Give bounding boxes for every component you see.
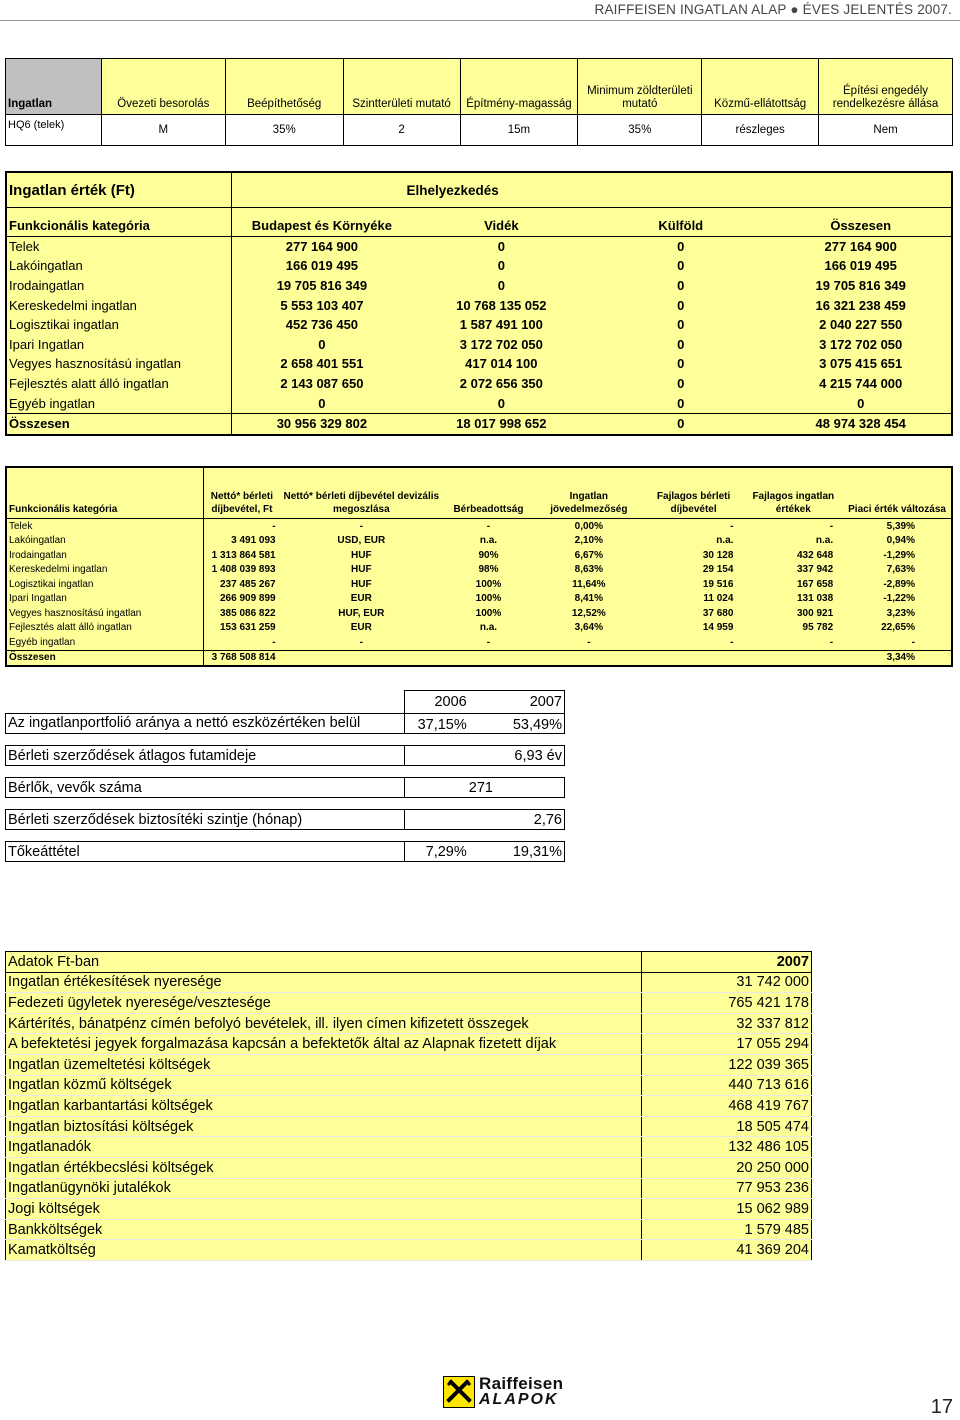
value-cell: 1 587 491 100 <box>459 317 543 333</box>
value-cell: 3,34% <box>843 650 952 666</box>
ratio-table <box>5 690 565 862</box>
category-label: Irodaingatlan <box>6 548 204 563</box>
table-row <box>6 621 952 636</box>
value-cell: 19 516 <box>702 578 734 590</box>
value-cell: 3,64% <box>574 622 603 634</box>
value-cell: - <box>730 636 734 648</box>
value-cell: 30 128 <box>702 549 734 561</box>
ratio-2007: 6,93 év <box>469 746 565 766</box>
value-cell: 5,39% <box>886 520 915 532</box>
item-value: 15 062 989 <box>641 1199 812 1220</box>
col-header: Minimum zöldterületi mutató <box>578 59 702 115</box>
value-cell: 90% <box>478 549 499 561</box>
raiffeisen-logo <box>443 1376 565 1410</box>
value-cell: 29 154 <box>702 564 734 576</box>
spacer-row <box>6 830 565 842</box>
value-cell: 12,52% <box>571 607 606 619</box>
ratio-label: Bérleti szerződések átlagos futamideje <box>6 746 405 766</box>
value-cell: 3 172 702 050 <box>819 336 903 352</box>
table-row <box>6 548 952 563</box>
value-cell: 2 658 401 551 <box>280 356 364 372</box>
table-row <box>6 1137 812 1158</box>
item-label: Ingatlan értékbecslési költségek <box>6 1157 642 1178</box>
category-label: Egyéb ingatlan <box>6 635 204 650</box>
value-cell: - <box>587 636 591 648</box>
table-row <box>6 1054 812 1075</box>
value-cell: 30 956 329 802 <box>232 413 412 434</box>
value-cell: 237 485 267 <box>219 578 276 590</box>
table-row <box>6 315 952 335</box>
value-cell: 5 553 103 407 <box>280 297 364 313</box>
ratio-2006 <box>405 778 469 798</box>
category-label: Kereskedelmi ingatlan <box>6 563 204 578</box>
location-label: Elhelyezkedés <box>232 172 952 208</box>
table-row <box>6 1096 812 1117</box>
value-cell: 0 <box>677 395 685 411</box>
col-header: Külföld <box>591 216 770 236</box>
value-cell: 3 075 415 651 <box>819 356 903 372</box>
col-header: Funkcionális kategória <box>6 216 232 236</box>
item-label: Ingatlan biztosítási költségek <box>6 1116 642 1137</box>
value-cell: 417 014 100 <box>465 356 538 372</box>
value-cell: n.a. <box>479 535 498 547</box>
value-cell: EUR <box>350 593 372 605</box>
cell: 35% <box>225 115 343 146</box>
value-cell: HUF <box>351 564 372 576</box>
table-row <box>6 1219 812 1240</box>
col-header: Bérbeadottság <box>443 467 534 519</box>
table-row <box>6 295 952 315</box>
value-cell: 385 086 822 <box>219 607 276 619</box>
value-cell: - <box>486 636 491 648</box>
cell: M <box>101 115 225 146</box>
value-cell: 95 782 <box>802 622 834 634</box>
ratio-label: Bérleti szerződések biztosítéki szintje (hónap) <box>6 810 405 830</box>
table-row <box>6 1116 812 1137</box>
col-header: Nettó* bérleti díjbevétel, Ft <box>204 467 280 519</box>
value-cell: 2 072 656 350 <box>459 376 543 392</box>
value-cell: 100% <box>475 593 502 605</box>
ratio-row <box>6 842 565 862</box>
value-cell: HUF, EUR <box>338 607 385 619</box>
cell: 35% <box>578 115 702 146</box>
value-cell: 0 <box>857 395 865 411</box>
value-cell: -1,22% <box>883 593 915 605</box>
table-row <box>6 972 812 993</box>
item-value: 440 713 616 <box>641 1075 812 1096</box>
value-cell <box>280 650 443 666</box>
table-row <box>6 1157 812 1178</box>
spacer-row <box>6 766 565 778</box>
table-row <box>6 635 952 650</box>
item-value: 18 505 474 <box>641 1116 812 1137</box>
value-cell: 22,65% <box>881 622 915 634</box>
value-cell: 0 <box>318 336 326 352</box>
value-cell: - <box>829 636 834 648</box>
value-cell: - <box>911 636 915 648</box>
value-cell: 0 <box>677 336 685 352</box>
category-label: Lakóingatlan <box>6 256 232 276</box>
item-value: 122 039 365 <box>641 1054 812 1075</box>
value-cell: 7,63% <box>886 564 915 576</box>
ratio-row <box>6 810 565 830</box>
table-row <box>6 1034 812 1055</box>
col-header: Ingatlan jövedelmezőség <box>534 467 644 519</box>
table-row <box>6 592 952 607</box>
value-cell: - <box>272 520 276 532</box>
ratio-label: Az ingatlanportfolió aránya a nettó eszközértéken belül <box>6 714 405 734</box>
header-rule <box>0 20 960 21</box>
value-cell: EUR <box>350 622 372 634</box>
col-header: Adatok Ft-ban <box>6 952 642 973</box>
value-cell: 98% <box>478 564 499 576</box>
col-header: Nettó* bérleti díjbevétel devizális megoszlása <box>280 467 443 519</box>
value-cell: 48 974 328 454 <box>770 413 952 434</box>
value-cell: 266 909 899 <box>219 593 276 605</box>
value-cell: 0,94% <box>886 535 915 547</box>
category-label: Kereskedelmi ingatlan <box>6 295 232 315</box>
table-row <box>6 1013 812 1034</box>
table-row <box>6 374 952 394</box>
value-cell: 452 736 450 <box>285 317 359 333</box>
value-cell: USD, EUR <box>337 535 386 547</box>
table-row <box>6 115 953 146</box>
value-cell: 0 <box>677 356 685 372</box>
value-cell: 0 <box>677 278 685 294</box>
category-label: Lakóingatlan <box>6 534 204 549</box>
category-label: Ipari Ingatlan <box>6 592 204 607</box>
col-header: Összesen <box>770 216 952 236</box>
item-label: Ingatlanadók <box>6 1137 642 1158</box>
category-label: Logisztikai ingatlan <box>6 577 204 592</box>
item-value: 468 419 767 <box>641 1096 812 1117</box>
item-value: 20 250 000 <box>641 1157 812 1178</box>
value-cell: 337 942 <box>796 564 834 576</box>
value-cell: 3 768 508 814 <box>204 650 280 666</box>
item-label: Kártérítés, bánatpénz címén befolyó bevételek, ill. ilyen címen kifizetett összegek <box>6 1013 642 1034</box>
value-cell <box>443 650 534 666</box>
value-cell: 11,64% <box>572 578 606 590</box>
table-row <box>6 1199 812 1220</box>
ratio-2006: 37,15% <box>405 714 469 734</box>
cost-table <box>5 951 812 1261</box>
value-cell: 2 040 227 550 <box>819 317 903 333</box>
table-row <box>6 393 952 413</box>
value-cell: 100% <box>475 607 502 619</box>
table-row <box>6 354 952 374</box>
table-row <box>6 413 952 434</box>
category-label: Ipari Ingatlan <box>6 335 232 355</box>
category-label: Telek <box>6 236 232 256</box>
table-header-row <box>6 467 952 519</box>
value-cell: 1 313 864 581 <box>211 549 276 561</box>
col-header: Vidék <box>412 216 592 236</box>
value-cell: - <box>272 636 276 648</box>
value-cell: 2 143 087 650 <box>280 376 364 392</box>
item-value: 1 579 485 <box>641 1219 812 1240</box>
report-title: RAIFFEISEN INGATLAN ALAP ● ÉVES JELENTÉS 2007. <box>594 2 952 17</box>
category-label: Irodaingatlan <box>6 276 232 296</box>
value-cell: 0 <box>677 317 685 333</box>
table-row <box>6 256 952 276</box>
ratio-2007: 53,49% <box>469 714 565 734</box>
year-2007: 2007 <box>469 691 565 714</box>
value-cell <box>743 650 843 666</box>
item-label: Jogi költségek <box>6 1199 642 1220</box>
item-label: Ingatlan értékesítések nyeresége <box>6 972 642 993</box>
title-row <box>6 172 952 208</box>
col-header: Építmény-magasság <box>460 59 578 115</box>
property-value-table <box>5 171 953 436</box>
item-label: Fedezeti ügyletek nyeresége/vesztesége <box>6 993 642 1014</box>
item-value: 31 742 000 <box>641 972 812 993</box>
value-cell: 8,41% <box>574 593 603 605</box>
value-cell: 131 038 <box>796 593 834 605</box>
col-header: Ingatlan <box>6 59 102 115</box>
table-row <box>6 335 952 355</box>
value-cell: 0 <box>497 238 505 254</box>
col-header: Piaci érték változása <box>843 467 952 519</box>
col-header: Fajlagos ingatlan értékek <box>743 467 843 519</box>
table-row <box>6 650 952 666</box>
value-cell: 14 959 <box>702 622 734 634</box>
table-row <box>6 563 952 578</box>
value-cell: 0 <box>677 238 685 254</box>
col-header: Szintterületi mutató <box>343 59 460 115</box>
value-cell: 0 <box>591 413 770 434</box>
ratio-label: Tőkeáttétel <box>6 842 405 862</box>
item-value: 132 486 105 <box>641 1137 812 1158</box>
value-cell: 37 680 <box>702 607 734 619</box>
value-cell: 432 648 <box>796 549 834 561</box>
item-label: Ingatlan karbantartási költségek <box>6 1096 642 1117</box>
value-cell: n.a. <box>479 622 498 634</box>
ratio-row <box>6 778 565 798</box>
spacer-row <box>6 798 565 810</box>
value-cell: 16 321 238 459 <box>815 297 906 313</box>
value-cell: - <box>359 636 363 648</box>
item-label: A befektetési jegyek forgalmazása kapcsán a befektetők által az Alapnak fizetett díjak <box>6 1034 642 1055</box>
ratio-2007: 271 <box>469 778 565 798</box>
item-value: 765 421 178 <box>641 993 812 1014</box>
property-parameters-table <box>5 58 953 146</box>
cell: részleges <box>702 115 819 146</box>
table-header-row <box>6 59 953 115</box>
value-cell: 300 921 <box>796 607 834 619</box>
col-header: Közmű-ellátottság <box>702 59 819 115</box>
gable-cross-icon <box>443 1376 475 1408</box>
item-value: 77 953 236 <box>641 1178 812 1199</box>
item-label: Kamatköltség <box>6 1240 642 1261</box>
value-cell: 277 164 900 <box>285 238 359 254</box>
table-title: Ingatlan érték (Ft) <box>6 172 232 208</box>
value-cell: 166 019 495 <box>824 258 897 274</box>
value-cell: - <box>829 520 834 532</box>
ratio-label: Bérlők, vevők száma <box>6 778 405 798</box>
spacer-row <box>6 734 565 746</box>
year-2006: 2006 <box>405 691 469 714</box>
value-cell: HUF <box>351 549 372 561</box>
category-label: Fejlesztés alatt álló ingatlan <box>6 374 232 394</box>
ratio-2007: 19,31% <box>469 842 565 862</box>
table-row <box>6 1178 812 1199</box>
table-row <box>6 993 812 1014</box>
category-label: Egyéb ingatlan <box>6 393 232 413</box>
value-cell: 6,67% <box>574 549 603 561</box>
table-header-row <box>6 952 812 973</box>
value-cell: 0,00% <box>574 520 603 532</box>
col-header: Budapest és Környéke <box>232 216 412 236</box>
item-label: Ingatlan közmű költségek <box>6 1075 642 1096</box>
table-row <box>6 606 952 621</box>
category-label: Fejlesztés alatt álló ingatlan <box>6 621 204 636</box>
cell: 15m <box>460 115 578 146</box>
value-cell: HUF <box>351 578 372 590</box>
item-label: Ingatlan üzemeltetési költségek <box>6 1054 642 1075</box>
year-header-row <box>6 691 565 714</box>
value-cell: 19 705 816 349 <box>815 278 906 294</box>
value-cell: 4 215 744 000 <box>819 376 903 392</box>
value-cell: - <box>486 520 491 532</box>
item-label: Bankköltségek <box>6 1219 642 1240</box>
table-row <box>6 236 952 256</box>
ratio-2007: 2,76 <box>469 810 565 830</box>
table-row <box>6 534 952 549</box>
value-cell <box>534 650 644 666</box>
table-row <box>6 1075 812 1096</box>
logo-wordmark: Raiffeisen <box>479 1374 564 1393</box>
table-row <box>6 1240 812 1261</box>
value-cell: n.a. <box>815 535 834 547</box>
item-value: 17 055 294 <box>641 1034 812 1055</box>
item-value: 41 369 204 <box>641 1240 812 1261</box>
value-cell: 166 019 495 <box>285 258 359 274</box>
value-cell: n.a. <box>716 535 734 547</box>
value-cell: 18 017 998 652 <box>412 413 592 434</box>
value-cell: 0 <box>677 258 685 274</box>
table-row <box>6 519 952 534</box>
ratio-row <box>6 746 565 766</box>
value-cell: 11 024 <box>703 593 734 605</box>
value-cell: 0 <box>497 395 505 411</box>
table-row <box>6 276 952 296</box>
value-cell: 19 705 816 349 <box>276 278 368 294</box>
value-cell: 3 491 093 <box>231 535 276 547</box>
col-header: 2007 <box>641 952 812 973</box>
cell: 2 <box>343 115 460 146</box>
item-value: 32 337 812 <box>641 1013 812 1034</box>
rental-data-table <box>5 466 953 667</box>
page-header <box>0 0 960 22</box>
value-cell: - <box>730 520 734 532</box>
value-cell: 3,23% <box>886 607 915 619</box>
col-header: Funkcionális kategória <box>6 467 204 519</box>
value-cell: 1 408 039 893 <box>211 564 276 576</box>
value-cell: -1,29% <box>883 549 915 561</box>
value-cell: 100% <box>475 578 502 590</box>
col-header: Övezeti besorolás <box>101 59 225 115</box>
value-cell: 0 <box>677 297 685 313</box>
spacer-row <box>6 208 952 217</box>
col-header: Építési engedély rendelkezésre állása <box>819 59 953 115</box>
value-cell: 3 172 702 050 <box>459 336 543 352</box>
ratio-2006 <box>405 810 469 830</box>
category-label: Összesen <box>6 413 232 434</box>
value-cell: 0 <box>677 376 685 392</box>
table-header-row <box>6 216 952 236</box>
value-cell: 277 164 900 <box>824 238 897 254</box>
item-label: Ingatlanügynöki jutalékok <box>6 1178 642 1199</box>
value-cell <box>644 650 744 666</box>
value-cell: 0 <box>497 278 505 294</box>
category-label: Vegyes hasznosítású ingatlan <box>6 354 232 374</box>
logo-subtitle: ALAPOK <box>479 1391 559 1408</box>
value-cell: 153 631 259 <box>219 622 276 634</box>
category-label: Logisztikai ingatlan <box>6 315 232 335</box>
col-header: Fajlagos bérleti díjbevétel <box>644 467 744 519</box>
value-cell: 0 <box>497 258 505 274</box>
value-cell: 0 <box>318 395 326 411</box>
category-label: Vegyes hasznosítású ingatlan <box>6 606 204 621</box>
page-number: 17 <box>930 1396 953 1418</box>
category-label: Összesen <box>6 650 204 666</box>
ratio-2006: 7,29% <box>405 842 469 862</box>
ratio-2006 <box>405 746 469 766</box>
value-cell: 10 768 135 052 <box>456 297 547 313</box>
table-row <box>6 577 952 592</box>
value-cell: 2,10% <box>574 535 603 547</box>
value-cell: -2,89% <box>883 578 915 590</box>
category-label: Telek <box>6 519 204 534</box>
value-cell: 8,63% <box>574 564 603 576</box>
col-header: Beépíthetőség <box>225 59 343 115</box>
value-cell: 167 658 <box>796 578 834 590</box>
cell: Nem <box>819 115 953 146</box>
value-cell: - <box>359 520 363 532</box>
cell: HQ6 (telek) <box>6 115 102 146</box>
